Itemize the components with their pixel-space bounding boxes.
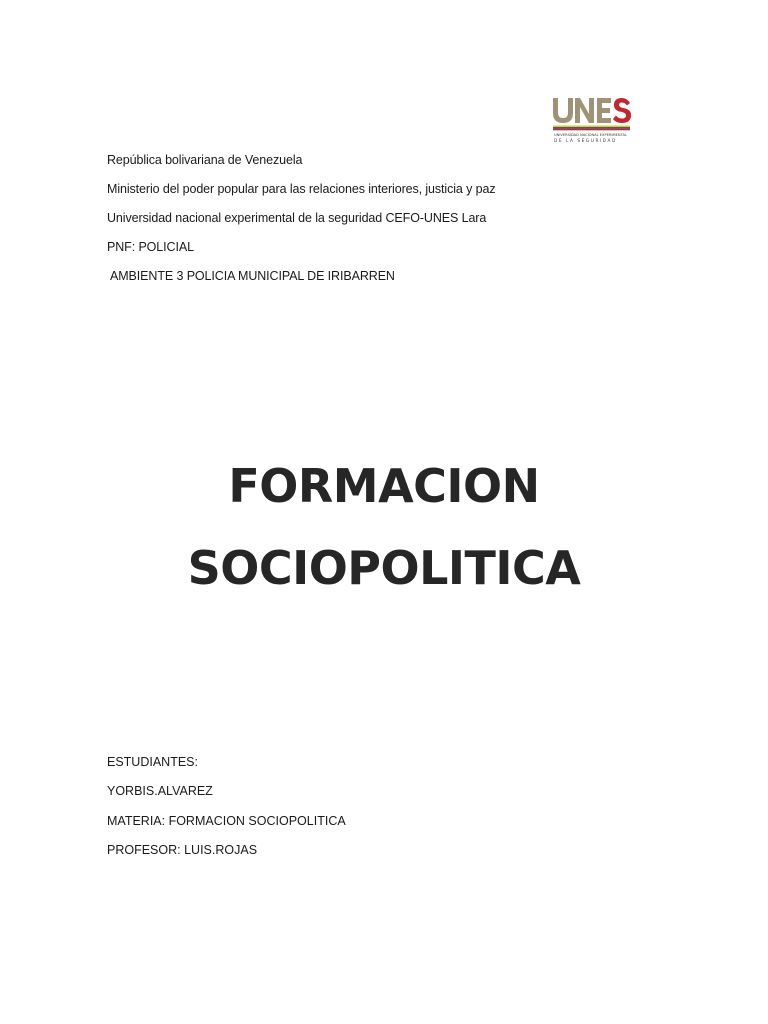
document-title-line-1: FORMACION xyxy=(228,459,540,513)
logo-subtitle-2: DE LA SEGURIDAD xyxy=(554,138,617,143)
header-country: República bolivariana de Venezuela xyxy=(107,153,303,167)
students-label: ESTUDIANTES: xyxy=(107,755,198,769)
header-environment: AMBIENTE 3 POLICIA MUNICIPAL DE IRIBARREN xyxy=(110,269,395,283)
header-ministry: Ministerio del poder popular para las relaciones interiores, justicia y paz xyxy=(107,182,496,196)
subject-line: MATERIA: FORMACION SOCIOPOLITICA xyxy=(107,814,346,828)
header-program: PNF: POLICIAL xyxy=(107,240,194,254)
header-university: Universidad nacional experimental de la seguridad CEFO-UNES Lara xyxy=(107,211,487,225)
unes-logo xyxy=(551,96,633,146)
document-title-line-2: SOCIOPOLITICA xyxy=(187,541,581,595)
student-name: YORBIS.ALVAREZ xyxy=(107,784,213,798)
professor-line: PROFESOR: LUIS.ROJAS xyxy=(107,843,258,857)
logo-subtitle-1: UNIVERSIDAD NACIONAL EXPERIMENTAL xyxy=(554,133,627,137)
